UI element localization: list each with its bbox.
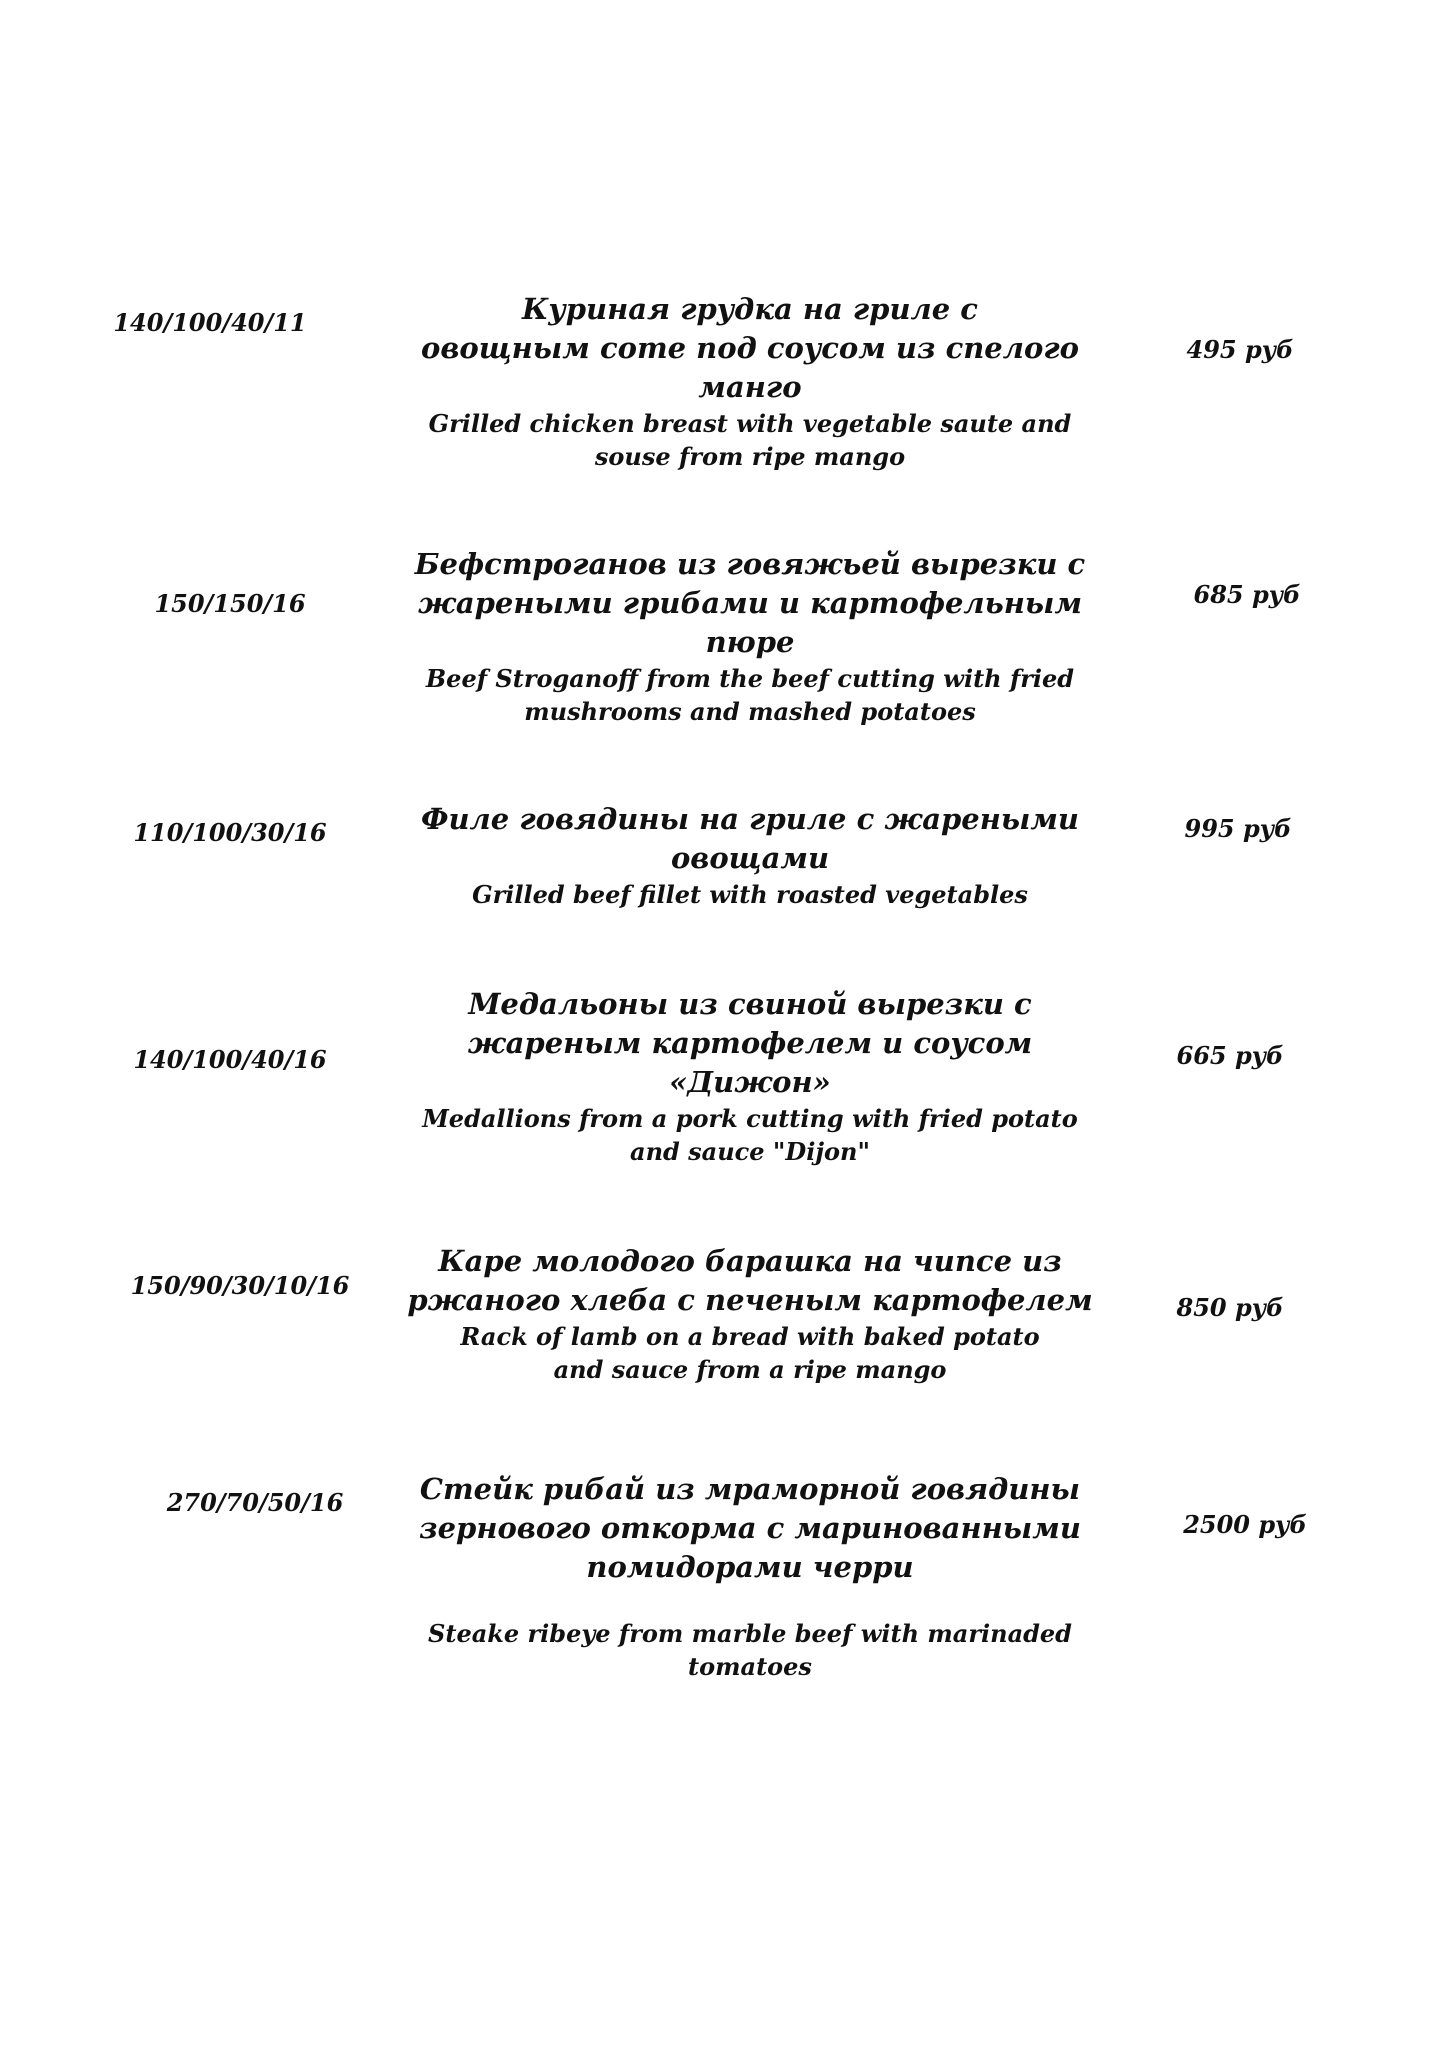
dish-name-ru: овощным соте под соусом из спелого <box>421 331 1079 365</box>
dish-description <box>400 985 1100 1168</box>
dish-description <box>400 1470 1100 1683</box>
dish-name-ru: Стейк рибай из мраморной говядины <box>419 1472 1081 1506</box>
item-weight: 110/100/30/16 <box>133 818 327 847</box>
item-price: 995 руб <box>1184 814 1292 843</box>
item-weight: 270/70/50/16 <box>166 1488 344 1517</box>
dish-name-en: Medallions from a pork cutting with fried potato <box>422 1104 1078 1133</box>
item-price: 665 руб <box>1176 1041 1284 1070</box>
spacer <box>400 1587 1100 1617</box>
dish-name-en: Beef Stroganoff from the beef cutting with fried <box>425 664 1075 693</box>
dish-name-ru: зернового откорма с маринованными <box>419 1511 1081 1545</box>
dish-name-en: tomatoes <box>688 1652 812 1681</box>
dish-name-ru: Медальоны из свиной вырезки с <box>468 987 1032 1021</box>
dish-name-ru: Куриная грудка на гриле с <box>522 292 978 326</box>
item-weight: 140/100/40/11 <box>113 308 307 337</box>
dish-name-en: souse from ripe mango <box>594 442 906 471</box>
dish-name-ru: Филе говядины на гриле с жареными <box>420 802 1080 836</box>
item-weight: 150/90/30/10/16 <box>130 1271 350 1300</box>
item-price: 850 руб <box>1176 1293 1284 1322</box>
dish-description <box>400 1242 1100 1386</box>
item-price: 495 руб <box>1186 335 1294 364</box>
item-weight: 140/100/40/16 <box>133 1045 327 1074</box>
dish-name-ru: «Дижон» <box>669 1065 831 1099</box>
dish-name-ru: ржаного хлеба с печеным картофелем <box>407 1283 1093 1317</box>
dish-name-en: mushrooms and mashed potatoes <box>524 697 976 726</box>
dish-name-ru: Каре молодого барашка на чипсе из <box>438 1244 1062 1278</box>
dish-name-ru: Бефстроганов из говяжьей вырезки с <box>414 547 1086 581</box>
dish-name-ru: жареным картофелем и соусом <box>467 1026 1033 1060</box>
dish-description <box>400 545 1100 728</box>
dish-description <box>400 800 1100 911</box>
dish-name-en: Grilled beef fillet with roasted vegetables <box>472 880 1028 909</box>
item-price: 2500 руб <box>1183 1510 1307 1539</box>
dish-name-ru: пюре <box>705 625 795 659</box>
dish-name-ru: жареными грибами и картофельным <box>417 586 1083 620</box>
dish-name-ru: манго <box>698 370 802 404</box>
item-price: 685 руб <box>1193 580 1301 609</box>
dish-name-en: and sauce from a ripe mango <box>553 1355 947 1384</box>
dish-name-en: Steake ribeye from marble beef with marinaded <box>428 1619 1072 1648</box>
dish-name-en: Rack of lamb on a bread with baked potato <box>460 1322 1040 1351</box>
dish-name-ru: овощами <box>670 841 830 875</box>
dish-description <box>400 290 1100 473</box>
dish-name-ru: помидорами черри <box>586 1550 914 1584</box>
item-weight: 150/150/16 <box>154 589 306 618</box>
dish-name-en: and sauce "Dijon" <box>630 1137 870 1166</box>
dish-name-en: Grilled chicken breast with vegetable saute and <box>428 409 1072 438</box>
